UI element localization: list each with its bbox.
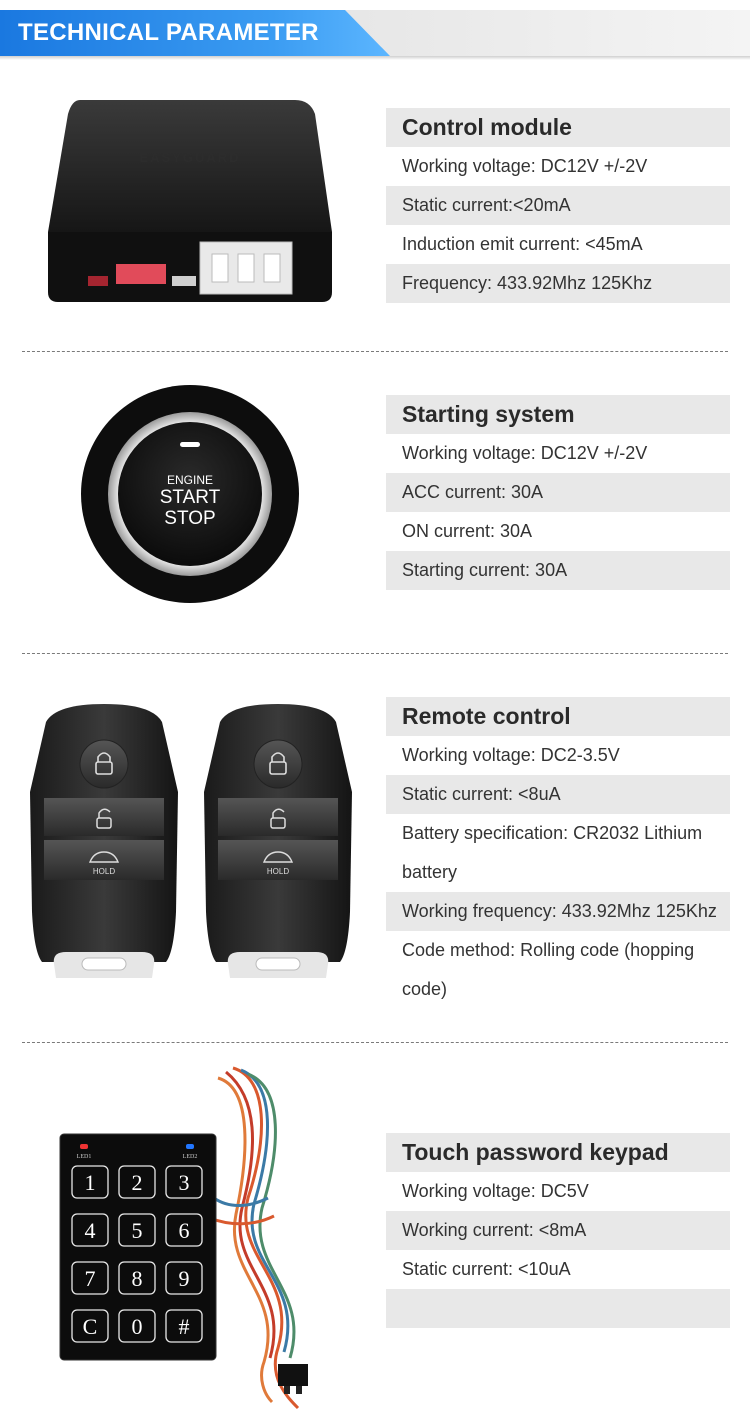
starting-system-table xyxy=(386,395,730,590)
keypad-key-label: 2 xyxy=(131,1170,143,1195)
spec-row: Working voltage: DC2-3.5V xyxy=(402,745,620,765)
section-title: Starting system xyxy=(386,395,730,434)
section-title: Control module xyxy=(386,108,730,147)
spec-row: Static current: <10uA xyxy=(402,1259,571,1279)
keypad-key-label: 1 xyxy=(84,1170,96,1195)
keypad-key-label: 7 xyxy=(84,1266,96,1291)
button-engine-text: ENGINE xyxy=(166,473,214,487)
button-stop-text: STOP xyxy=(164,508,216,529)
header-banner xyxy=(0,10,750,56)
spec-row: Working voltage: DC12V +/-2V xyxy=(402,156,648,176)
button-start-text: START xyxy=(159,487,221,508)
spec-row: Working voltage: DC5V xyxy=(402,1181,589,1201)
banner-background xyxy=(330,10,750,56)
remote-control-table xyxy=(386,697,730,1009)
keypad-key-label: 8 xyxy=(131,1266,143,1291)
spec-row: Static current:<20mA xyxy=(386,186,730,225)
spec-row: Static current: <8uA xyxy=(386,775,730,814)
section-divider xyxy=(22,653,728,654)
control-module-table xyxy=(386,108,730,303)
keypad-key-label: C xyxy=(82,1314,98,1339)
keypad-key-label: 3 xyxy=(178,1170,190,1195)
start-stop-button-image xyxy=(80,384,302,611)
spec-row: Working current: <8mA xyxy=(386,1211,730,1250)
spec-row: Working voltage: DC12V +/-2V xyxy=(402,443,648,463)
section-divider xyxy=(22,1042,728,1043)
section-divider xyxy=(22,351,728,352)
spec-row: Working frequency: 433.92Mhz 125Khz xyxy=(386,892,730,931)
keypad-image xyxy=(58,1058,328,1423)
spec-row: ON current: 30A xyxy=(402,521,533,541)
spec-row xyxy=(386,1289,730,1328)
spec-row: Induction emit current: <45mA xyxy=(402,234,643,254)
remote-fobs-image xyxy=(26,702,362,987)
spec-row: ACC current: 30A xyxy=(386,473,730,512)
keypad-key-label: # xyxy=(178,1314,190,1339)
spec-row: Starting current: 30A xyxy=(386,551,730,590)
keypad-key-label: 0 xyxy=(131,1314,143,1339)
spec-row: Frequency: 433.92Mhz 125Khz xyxy=(386,264,730,303)
fob-hold-label: HOLD xyxy=(266,867,290,876)
keypad-led2-label: LED2 xyxy=(182,1154,198,1160)
section-title: Touch password keypad xyxy=(386,1133,730,1172)
keypad-key-label: 9 xyxy=(178,1266,190,1291)
control-module-image xyxy=(40,92,340,312)
keypad-key-label: 5 xyxy=(131,1218,143,1243)
fob-hold-label: HOLD xyxy=(92,867,116,876)
spec-row: Code method: Rolling code (hopping code) xyxy=(402,940,695,999)
keypad-key-label: 6 xyxy=(178,1218,190,1243)
page-title: TECHNICAL PARAMETER xyxy=(18,19,319,46)
keypad-led1-label: LED1 xyxy=(76,1154,92,1160)
section-title: Remote control xyxy=(386,697,730,736)
keypad-key-label: 4 xyxy=(84,1218,96,1243)
spec-row: Battery specification: CR2032 Lithium battery xyxy=(402,823,703,882)
module-brand-text: EASYGUARD xyxy=(139,150,241,165)
keypad-table xyxy=(386,1133,730,1328)
